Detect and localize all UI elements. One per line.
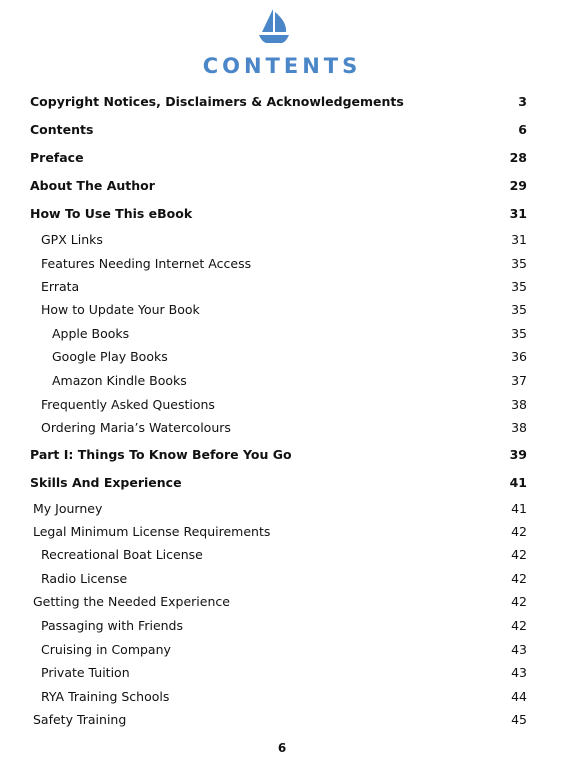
- toc-entry-title: Passaging with Friends: [41, 618, 184, 633]
- toc-entry[interactable]: [0, 204, 564, 224]
- toc-entry[interactable]: [0, 395, 564, 415]
- toc-entry-page-number: 39: [509, 447, 527, 462]
- toc-entry[interactable]: [0, 300, 564, 320]
- toc-entry-title: Features Needing Internet Access: [41, 256, 252, 271]
- toc-entry-title: Google Play Books: [52, 349, 168, 364]
- toc-entry-page-number: 6: [518, 122, 527, 137]
- toc-entry-title: Frequently Asked Questions: [41, 397, 215, 412]
- toc-entry[interactable]: [0, 545, 564, 565]
- toc-entry-title: Apple Books: [52, 326, 130, 341]
- toc-entry[interactable]: [0, 92, 564, 112]
- toc-entry[interactable]: [0, 522, 564, 542]
- toc-entry-page-number: 28: [509, 150, 527, 165]
- toc-entry-title: Private Tuition: [41, 665, 130, 680]
- toc-entry-title: Safety Training: [33, 712, 127, 727]
- toc-entry-page-number: 35: [511, 326, 527, 341]
- toc-entry-page-number: 42: [511, 594, 527, 609]
- toc-entry[interactable]: [0, 120, 564, 140]
- toc-entry-title: Skills And Experience: [30, 475, 182, 490]
- page-title: CONTENTS: [202, 54, 362, 78]
- toc-entry-page-number: 43: [511, 642, 527, 657]
- toc-entry-title: Part I: Things To Know Before You Go: [30, 447, 292, 462]
- toc-entry[interactable]: [0, 592, 564, 612]
- toc-entry-page-number: 29: [509, 178, 527, 193]
- toc-entry[interactable]: [0, 418, 564, 438]
- toc-entry[interactable]: [0, 148, 564, 168]
- toc-entry-page-number: 41: [509, 475, 527, 490]
- toc-entry-page-number: 43: [511, 665, 527, 680]
- page-number: 6: [277, 741, 287, 755]
- toc-entry-title: RYA Training Schools: [41, 689, 170, 704]
- toc-entry-title: How to Update Your Book: [41, 302, 200, 317]
- toc-entry[interactable]: [0, 445, 564, 465]
- toc-entry[interactable]: [0, 687, 564, 707]
- toc-entry[interactable]: [0, 473, 564, 493]
- toc-entry[interactable]: [0, 324, 564, 344]
- toc-entry[interactable]: [0, 230, 564, 250]
- toc-entry-page-number: 31: [509, 206, 527, 221]
- toc-entry[interactable]: [0, 499, 564, 519]
- toc-entry[interactable]: [0, 640, 564, 660]
- toc-entry-page-number: 42: [511, 524, 527, 539]
- toc-entry-title: Radio License: [41, 571, 128, 586]
- toc-entry-title: Legal Minimum License Requirements: [33, 524, 271, 539]
- toc-entry-title: Errata: [41, 279, 80, 294]
- toc-entry-page-number: 42: [511, 547, 527, 562]
- toc-entry[interactable]: [0, 347, 564, 367]
- toc-entry-title: Getting the Needed Experience: [33, 594, 230, 609]
- toc-entry-page-number: 38: [511, 420, 527, 435]
- toc-entry-title: About The Author: [30, 178, 155, 193]
- toc-entry-page-number: 38: [511, 397, 527, 412]
- toc-entry-title: Contents: [30, 122, 94, 137]
- toc-entry-page-number: 35: [511, 256, 527, 271]
- toc-entry-page-number: 31: [511, 232, 527, 247]
- toc-entry[interactable]: [0, 569, 564, 589]
- toc-entry[interactable]: [0, 176, 564, 196]
- toc-entry-page-number: 3: [518, 94, 527, 109]
- toc-entry-page-number: 37: [511, 373, 527, 388]
- toc-entry-title: Amazon Kindle Books: [52, 373, 187, 388]
- toc-entry[interactable]: [0, 616, 564, 636]
- sailboat-icon: [257, 8, 291, 44]
- toc-entry-title: Recreational Boat License: [41, 547, 203, 562]
- toc-entry-title: Cruising in Company: [41, 642, 171, 657]
- toc-entry-page-number: 44: [511, 689, 527, 704]
- toc-entry-title: Ordering Maria’s Watercolours: [41, 420, 231, 435]
- toc-entry[interactable]: [0, 371, 564, 391]
- toc-entry-title: Copyright Notices, Disclaimers & Acknowledgements: [30, 94, 404, 109]
- toc-entry[interactable]: [0, 277, 564, 297]
- toc-entry[interactable]: [0, 254, 564, 274]
- toc-entry[interactable]: [0, 663, 564, 683]
- toc-entry-page-number: 35: [511, 279, 527, 294]
- toc-entry-page-number: 45: [511, 712, 527, 727]
- toc-entry-page-number: 42: [511, 571, 527, 586]
- toc-entry-page-number: 41: [511, 501, 527, 516]
- toc-entry-title: How To Use This eBook: [30, 206, 193, 221]
- toc-entry[interactable]: [0, 710, 564, 730]
- toc-entry-title: GPX Links: [41, 232, 103, 247]
- toc-entry-page-number: 35: [511, 302, 527, 317]
- toc-entry-title: My Journey: [33, 501, 103, 516]
- toc-entry-page-number: 42: [511, 618, 527, 633]
- toc-entry-title: Preface: [30, 150, 84, 165]
- toc-entry-page-number: 36: [511, 349, 527, 364]
